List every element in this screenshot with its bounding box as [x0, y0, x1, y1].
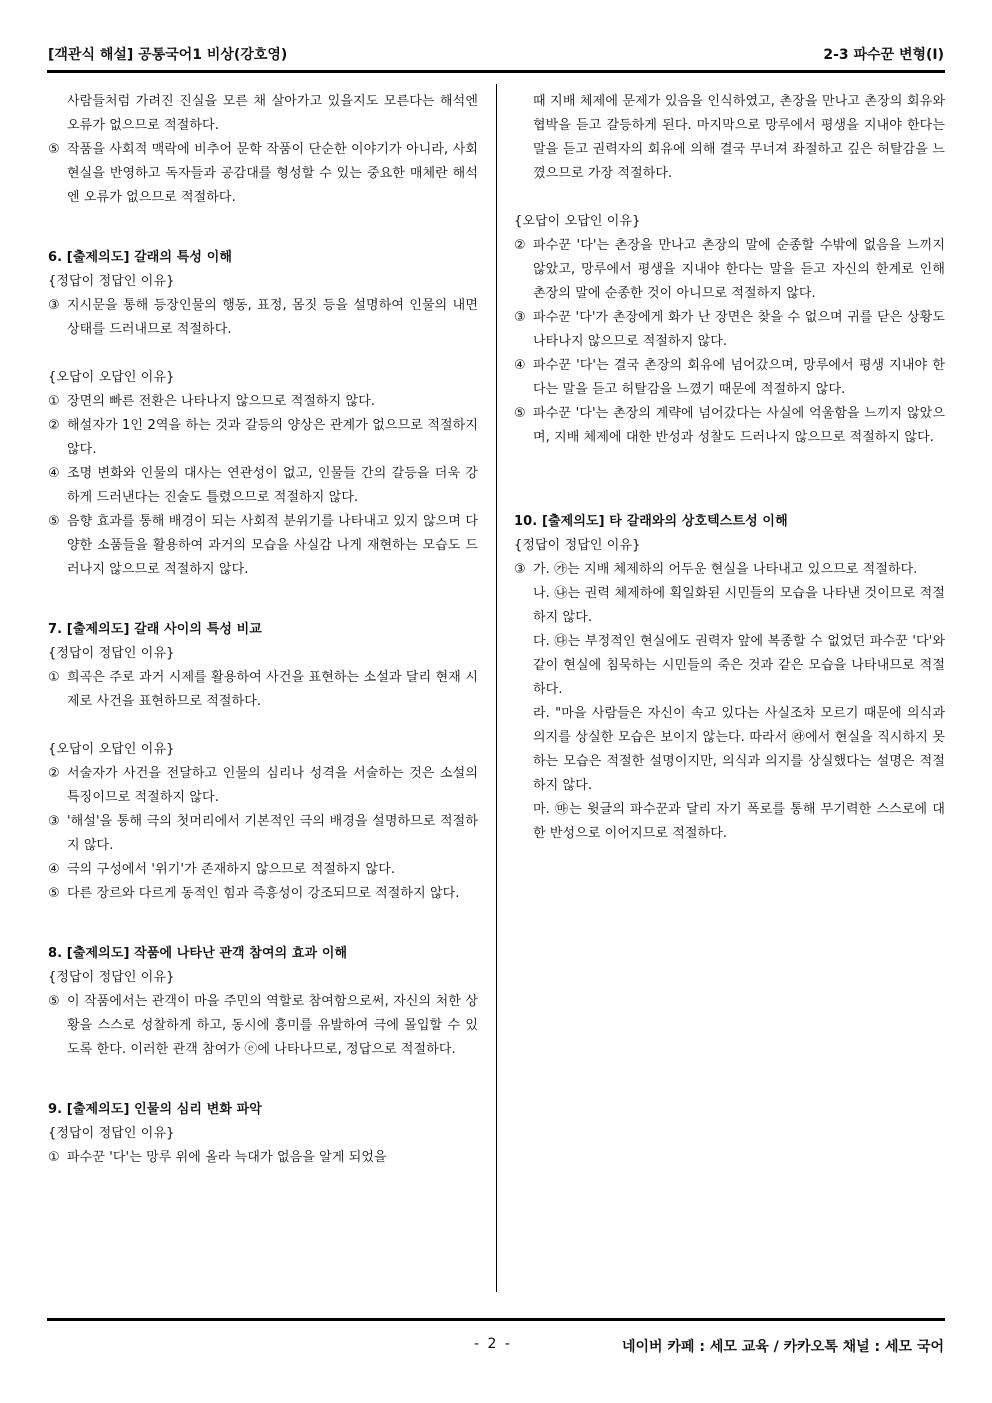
item-number: ④ — [48, 466, 60, 481]
item-text: 음향 효과를 통해 배경이 되는 사회적 분위기를 나타내고 있지 않으며 다양한 소품들을 활용하여 과거의 모습을 사실감 나게 재현하는 모습도 드러나지 않으므로 적절하지 않다. — [67, 514, 478, 577]
item-text: 작품을 사회적 맥락에 비추어 문학 작품이 단순한 이야기가 아니라, 사회 현실을 반영하고 독자들과 공감대를 형성할 수 있는 중요한 매체란 해석엔 오류가 없으므로 적절하다. — [67, 142, 478, 205]
item-text: 파수꾼 '다'는 결국 촌장의 회유에 넘어갔으며, 망루에서 평생 지내야 한다는 말을 듣고 허탈감을 느꼈기 때문에 적절하지 않다. — [533, 358, 945, 397]
answer-item — [48, 294, 478, 342]
item-text: 서술자가 사건을 전달하고 인물의 심리나 성격을 서술하는 것은 소설의 특징이므로 적절하지 않다. — [67, 766, 478, 805]
item-number: ⑤ — [514, 406, 526, 421]
header-title: [객관식 해설] 공통국어1 비상(강호영) — [48, 47, 288, 63]
header-rule — [47, 70, 945, 73]
answer-item — [514, 354, 945, 402]
q6-wrong-heading: {오답이 오답인 이유} — [48, 370, 175, 385]
q8-correct-heading: {정답이 정답인 이유} — [48, 970, 175, 985]
answer-item — [48, 138, 478, 210]
continued-text: 사람들처럼 가려진 진실을 모른 채 살아가고 있을지도 모른다는 해석엔 오류가 없으므로 적절하다. — [67, 94, 478, 133]
q10-correct-heading: {정답이 정답인 이유} — [514, 538, 641, 553]
item-number: ② — [48, 418, 60, 433]
page-header — [48, 44, 944, 66]
answer-item — [48, 510, 478, 582]
item-number: ② — [514, 238, 526, 253]
item-number: ② — [48, 766, 60, 781]
answer-item — [48, 390, 478, 414]
answer-item — [48, 462, 478, 510]
answer-item — [48, 762, 478, 810]
item-number: ⑤ — [48, 142, 60, 157]
q8-title: 8. [출제의도] 작품에 나타난 관객 참여의 효과 이해 — [48, 946, 348, 961]
header-section: 2-3 파수꾼 변형(I) — [823, 47, 944, 63]
answer-item — [48, 858, 478, 882]
answer-item — [48, 990, 478, 1062]
item-number: ③ — [514, 562, 526, 577]
footer-credit: 네이버 카페 : 세모 교육 / 카카오톡 채널 : 세모 국어 — [621, 1339, 944, 1355]
item-text: 다른 장르와 다르게 동적인 힘과 즉흥성이 강조되므로 적절하지 않다. — [67, 886, 460, 901]
page-number: - 2 - — [474, 1336, 512, 1352]
right-column — [514, 90, 945, 846]
q9-title: 9. [출제의도] 인물의 심리 변화 파악 — [48, 1102, 262, 1117]
item-text: 가. ㉮는 지배 체제하의 어두운 현실을 나타내고 있으므로 적절하다. — [533, 562, 918, 577]
item-number: ⑤ — [48, 514, 60, 529]
item-number: ③ — [48, 814, 60, 829]
sub-item: 나. ㉯는 권력 체제하에 획일화된 시민들의 모습을 나타낸 것이므로 적절하지 않다. — [533, 586, 945, 625]
q7-wrong-heading: {오답이 오답인 이유} — [48, 742, 175, 757]
item-number: ④ — [48, 862, 60, 877]
answer-item — [48, 666, 478, 714]
item-text: 파수꾼 '다'는 촌장의 계략에 넘어갔다는 사실에 억울함을 느끼지 않았으며, 지배 체제에 대한 반성과 성찰도 드러나지 않으므로 적절하지 않다. — [533, 406, 945, 445]
footer-rule — [47, 1318, 945, 1321]
item-text: '해설'을 통해 극의 첫머리에서 기본적인 극의 배경을 설명하므로 적절하지 않다. — [67, 814, 478, 853]
item-text: 파수꾼 '다'는 촌장을 만나고 촌장의 말에 순종할 수밖에 없음을 느끼지 않았고, 망루에서 평생을 지내야 한다는 말을 듣고 자신의 한계로 인해 촌장의 말에 순종한 것이 아니므로 적절하지 않다. — [533, 238, 945, 301]
sub-item: 라. "마을 사람들은 자신이 속고 있다는 사실조차 모르기 때문에 의식과 의지를 상실한 모습은 보이지 않는다. 따라서 ㉱에서 현실을 직시하지 못하는 모습은 적절한 설명이지만, 의식과 의지를 상실했다는 설명은 적절하지 않다. — [533, 706, 945, 793]
item-text: 파수꾼 '다'가 촌장에게 화가 난 장면은 찾을 수 없으며 귀를 닫은 상황도 나타나지 않으므로 적절하지 않다. — [533, 310, 945, 349]
answer-item — [48, 810, 478, 858]
item-number: ③ — [48, 298, 60, 313]
q9-wrong-heading: {오답이 오답인 이유} — [514, 214, 641, 229]
sub-item: 마. ㉲는 윗글의 파수꾼과 달리 자기 폭로를 통해 무기력한 스스로에 대한 반성으로 이어지므로 적절하다. — [533, 802, 945, 841]
column-divider — [496, 84, 497, 1292]
sub-item: 다. ㉰는 부정적인 현실에도 권력자 앞에 복종할 수 없었던 파수꾼 '다'와 같이 현실에 침묵하는 시민들의 죽은 것과 같은 모습을 나타내므로 적절하다. — [533, 634, 945, 697]
page-footer — [0, 1336, 992, 1360]
answer-item — [514, 402, 945, 450]
continued-text: 때 지배 체제에 문제가 있음을 인식하였고, 촌장을 만나고 촌장의 회유와 협박을 듣고 갈등하게 된다. 마지막으로 망루에서 평생을 지내야 한다는 말을 듣고 권력자의 회유에 의해 결국 무너져 좌절하고 깊은 허탈감을 느꼈으므로 가장 적절하다. — [533, 94, 945, 181]
q9-correct-heading: {정답이 정답인 이유} — [48, 1126, 175, 1141]
item-text: 해설자가 1인 2역을 하는 것과 갈등의 양상은 관계가 없으므로 적절하지 않다. — [67, 418, 478, 457]
answer-item — [48, 882, 478, 906]
left-column — [48, 90, 478, 1170]
item-text: 장면의 빠른 전환은 나타나지 않으므로 적절하지 않다. — [67, 394, 376, 409]
q10-title: 10. [출제의도] 타 갈래와의 상호텍스트성 이해 — [514, 514, 788, 529]
item-text: 희곡은 주로 과거 시제를 활용하여 사건을 표현하는 소설과 달리 현재 시제로 사건을 표현하므로 적절하다. — [67, 670, 478, 709]
item-text: 파수꾼 '다'는 망루 위에 올라 늑대가 없음을 알게 되었을 — [67, 1150, 387, 1165]
q6-title: 6. [출제의도] 갈래의 특성 이해 — [48, 250, 233, 265]
item-number: ① — [48, 394, 60, 409]
item-number: ⑤ — [48, 886, 60, 901]
item-text: 이 작품에서는 관객이 마을 주민의 역할로 참여함으로써, 자신의 처한 상황을 스스로 성찰하게 하고, 동시에 흥미를 유발하여 극에 몰입할 수 있도록 한다. 이러한 관객 참여가 ⓔ에 나타나므로, 정답으로 적절하다. — [67, 994, 478, 1057]
answer-item — [514, 306, 945, 354]
item-number: ① — [48, 670, 60, 685]
item-number: ④ — [514, 358, 526, 373]
item-text: 지시문을 통해 등장인물의 행동, 표정, 몸짓 등을 설명하여 인물의 내면 상태를 드러내므로 적절하다. — [67, 298, 478, 337]
item-number: ③ — [514, 310, 526, 325]
q7-title: 7. [출제의도] 갈래 사이의 특성 비교 — [48, 622, 262, 637]
item-number: ① — [48, 1150, 60, 1165]
answer-item — [48, 414, 478, 462]
item-number: ⑤ — [48, 994, 60, 1009]
answer-item — [514, 234, 945, 306]
answer-item — [48, 1146, 478, 1170]
item-text: 조명 변화와 인물의 대사는 연관성이 없고, 인물들 간의 갈등을 더욱 강하게 드러낸다는 진술도 틀렸으므로 적절하지 않다. — [67, 466, 478, 505]
q7-correct-heading: {정답이 정답인 이유} — [48, 646, 175, 661]
answer-item — [514, 558, 945, 582]
item-text: 극의 구성에서 '위기'가 존재하지 않으므로 적절하지 않다. — [67, 862, 396, 877]
q6-correct-heading: {정답이 정답인 이유} — [48, 274, 175, 289]
